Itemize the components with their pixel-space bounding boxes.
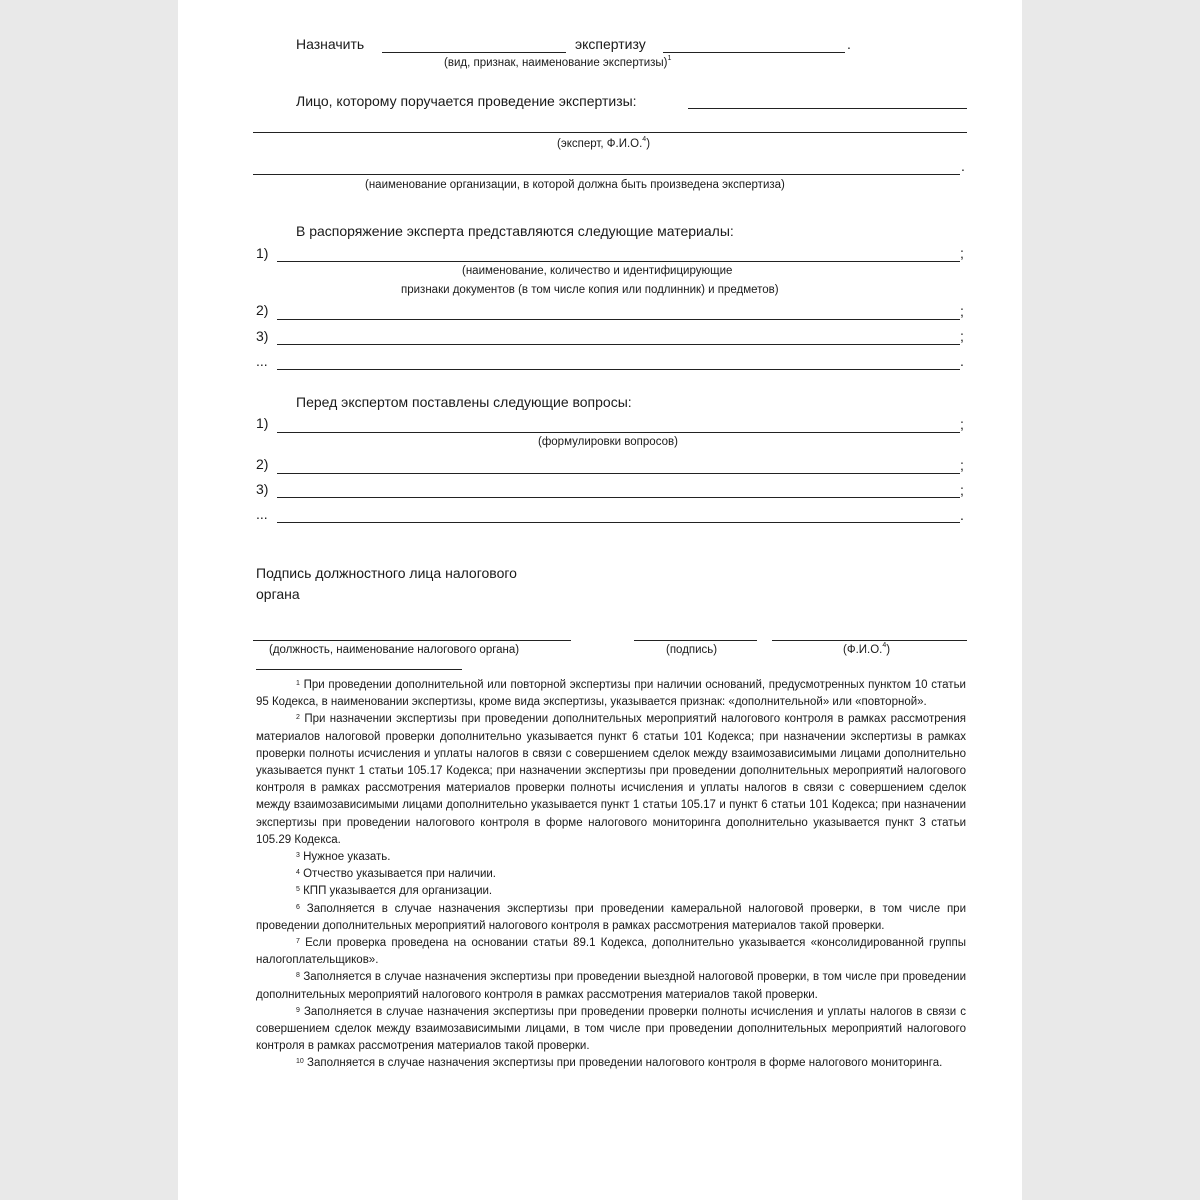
questions-line-3 [277,497,960,498]
assign-label: Назначить [296,36,365,52]
questions-label: Перед экспертом поставлены следующие вопросы: [296,394,632,410]
fio-caption: (Ф.И.О.$^4$) [843,642,891,656]
footnote: $^2$ При назначении экспертизы при проведении дополнительных мероприятий налогового контроля в рамках рассмотрения материалов налоговой проверки дополнительно указывается пункт 6 статьи 101 Кодекса; при назначении экспертизы в рамках проверки полноты исчисления и уплаты налогов в связи с совершением сделок между взаимозависимыми лицами дополнительно указывается пункт 1 статьи 105.17 Кодекса; при назначении экспертизы при проведении дополнительных мероприятий налогового контроля в рамках рассмотрения материалов проверки полноты исчисления и уплаты налогов в связи с совершением сделок между взаимозависимыми лицами дополнительно указывается пункт 1 статьи 105.17 и пункт 6 статьи 101 Кодекса; при назначении экспертизы при проведении налогового контроля в форме налогового мониторинга дополнительно указывается пункт 3 статьи 105.29 Кодекса. [256,713,966,846]
footnote-separator [256,669,462,670]
expert-line-1 [688,108,967,109]
materials-item-number: 2) [256,302,269,318]
expert-label: Лицо, которому поручается проведение экспертизы: [296,93,637,109]
sign-line [634,640,757,641]
materials-item-number: ... [256,353,268,369]
org-caption: (наименование организации, в которой должна быть произведена экспертиза) [365,179,785,191]
footnote: $^1$ При проведении дополнительной или повторной экспертизы при наличии оснований, предусмотренных пунктом 10 статьи 95 Кодекса, в наименовании экспертизы, кроме вида экспертизы, указывается признак: «дополнительной» или «повторной». [256,679,966,709]
footnote: $^7$ Если проверка проведена на основании статьи 89.1 Кодекса, дополнительно указывается «консолидированной группы налогоплательщиков». [256,937,966,967]
signature-label-2: органа [256,586,300,602]
position-caption: (должность, наименование налогового органа) [269,644,520,656]
materials-line-3 [277,344,960,345]
footnote: $^{10}$ Заполняется в случае назначения экспертизы при проведении налогового контроля в форме налогового мониторинга. [296,1057,943,1070]
period: . [961,158,965,174]
footnote: $^9$ Заполняется в случае назначения экспертизы при проведении проверки полноты исчисления и уплаты налогов в связи с совершением сделок между взаимозависимыми лицами, в том числе при проведении дополнительных мероприятий налогового контроля в рамках рассмотрения материалов такой проверки. [256,1005,966,1053]
semicolon: ; [960,303,964,319]
questions-line-4 [277,522,960,523]
period: . [960,507,964,523]
materials-label: В распоряжение эксперта представляются следующие материалы: [296,223,734,239]
expert-line-2 [253,132,967,133]
expertise-label: экспертизу [575,36,646,52]
fio-line [772,640,967,641]
expertise-kind-line [382,52,566,53]
materials-item-number: 1) [256,245,269,261]
materials-caption-2: признаки документов (в том числе копия или подлинник) и предметов) [401,284,779,296]
materials-item-number: 3) [256,328,269,344]
footnote: $^5$ КПП указывается для организации. [296,885,493,898]
period: . [847,36,851,52]
signature-label-1: Подпись должностного лица налогового [256,565,517,581]
questions-item-number: 3) [256,481,269,497]
expert-caption: (эксперт, Ф.И.О.$^4$) [557,136,651,150]
materials-line-1 [277,261,960,262]
sign-caption: (подпись) [666,644,718,656]
materials-line-4 [277,369,960,370]
footnote: $^8$ Заполняется в случае назначения экспертизы при проведении выездной налоговой проверки, в том числе при проведении дополнительных мероприятий налогового контроля в рамках рассмотрения материалов такой проверки. [256,971,966,1001]
materials-caption-1: (наименование, количество и идентифицирующие [462,265,733,277]
questions-item-number: 1) [256,415,269,431]
footnotes [256,677,966,1073]
semicolon: ; [960,245,964,261]
footnote: $^4$ Отчество указывается при наличии. [296,868,496,881]
position-line [253,640,571,641]
questions-line-2 [277,473,960,474]
questions-item-number: ... [256,506,268,522]
org-line [253,174,960,175]
semicolon: ; [960,328,964,344]
questions-item-number: 2) [256,456,269,472]
footnote: $^6$ Заполняется в случае назначения экспертизы при проведении камеральной налоговой проверки, в том числе при проведении дополнительных мероприятий налогового контроля в рамках рассмотрения материалов такой проверки. [256,902,966,932]
footnote: $^3$ Нужное указать. [296,851,391,864]
semicolon: ; [960,457,964,473]
semicolon: ; [960,482,964,498]
period: . [960,353,964,369]
semicolon: ; [960,416,964,432]
materials-line-2 [277,319,960,320]
expertise-caption: (вид, признак, наименование экспертизы)$^1$ [444,55,672,69]
questions-caption: (формулировки вопросов) [538,436,678,448]
expertise-subject-line [663,52,845,53]
questions-line-1 [277,432,960,433]
